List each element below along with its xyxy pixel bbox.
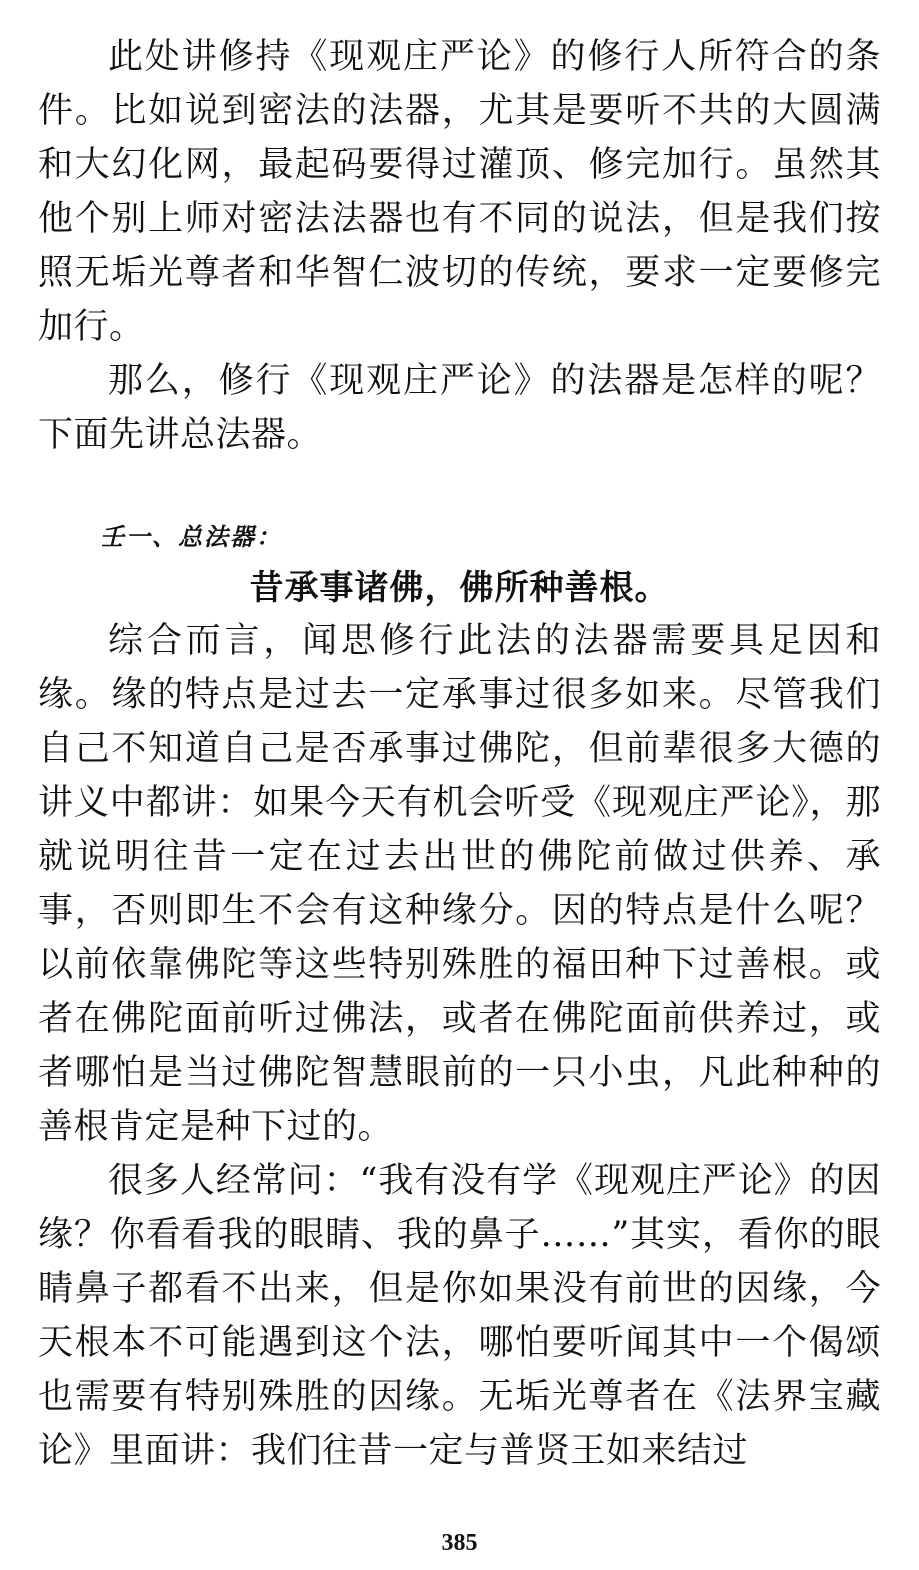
body-paragraph: 此处讲修持《现观庄严论》的修行人所符合的条件。比如说到密法的法器，尤其是要听不共的大圆满和大幻化网，最起码要得过灌顶、修完加行。虽然其他个别上师对密法法器也有不同的说法，但是我们按照无垢光尊者和华智仁波切的传统，要求一定要修完加行。 xyxy=(38,37,881,347)
body-paragraph: 综合而言，闻思修行此法的法器需要具足因和缘。缘的特点是过去一定承事过很多如来。尽管我们自己不知道自己是否承事过佛陀，但前辈很多大德的讲义中都讲：如果今天有机会听受《现观庄严论》，那就说明往昔一定在过去出世的佛陀前做过供养、承事，否则即生不会有这种缘分。因的特点是什么呢？以前依靠佛陀等这些特别殊胜的福田种下过善根。或者在佛陀面前听过佛法，或者在佛陀面前供养过，或者哪怕是当过佛陀智慧眼前的一只小虫，凡此种种的善根肯定是种下过的。 xyxy=(38,621,881,1147)
section-spacer xyxy=(38,462,881,512)
page-number: 385 xyxy=(441,1530,478,1556)
verse-line: 昔承事诸佛，佛所种善根。 xyxy=(249,568,670,608)
document-page xyxy=(38,30,881,1530)
section-heading: 壬一、总法器： xyxy=(100,522,282,551)
body-paragraph: 那么，修行《现观庄严论》的法器是怎样的呢？下面先讲总法器。 xyxy=(38,361,881,455)
body-paragraph: 很多人经常问：“我有没有学《现观庄严论》的因缘？你看看我的眼睛、我的鼻子……”其实，看你的眼睛鼻子都看不出来，但是你如果没有前世的因缘，今天根本不可能遇到这个法，哪怕要听闻其中一个偈颂也需要有特别殊胜的因缘。无垢光尊者在《法界宝藏论》里面讲：我们往昔一定与普贤王如来结过 xyxy=(38,1161,881,1471)
